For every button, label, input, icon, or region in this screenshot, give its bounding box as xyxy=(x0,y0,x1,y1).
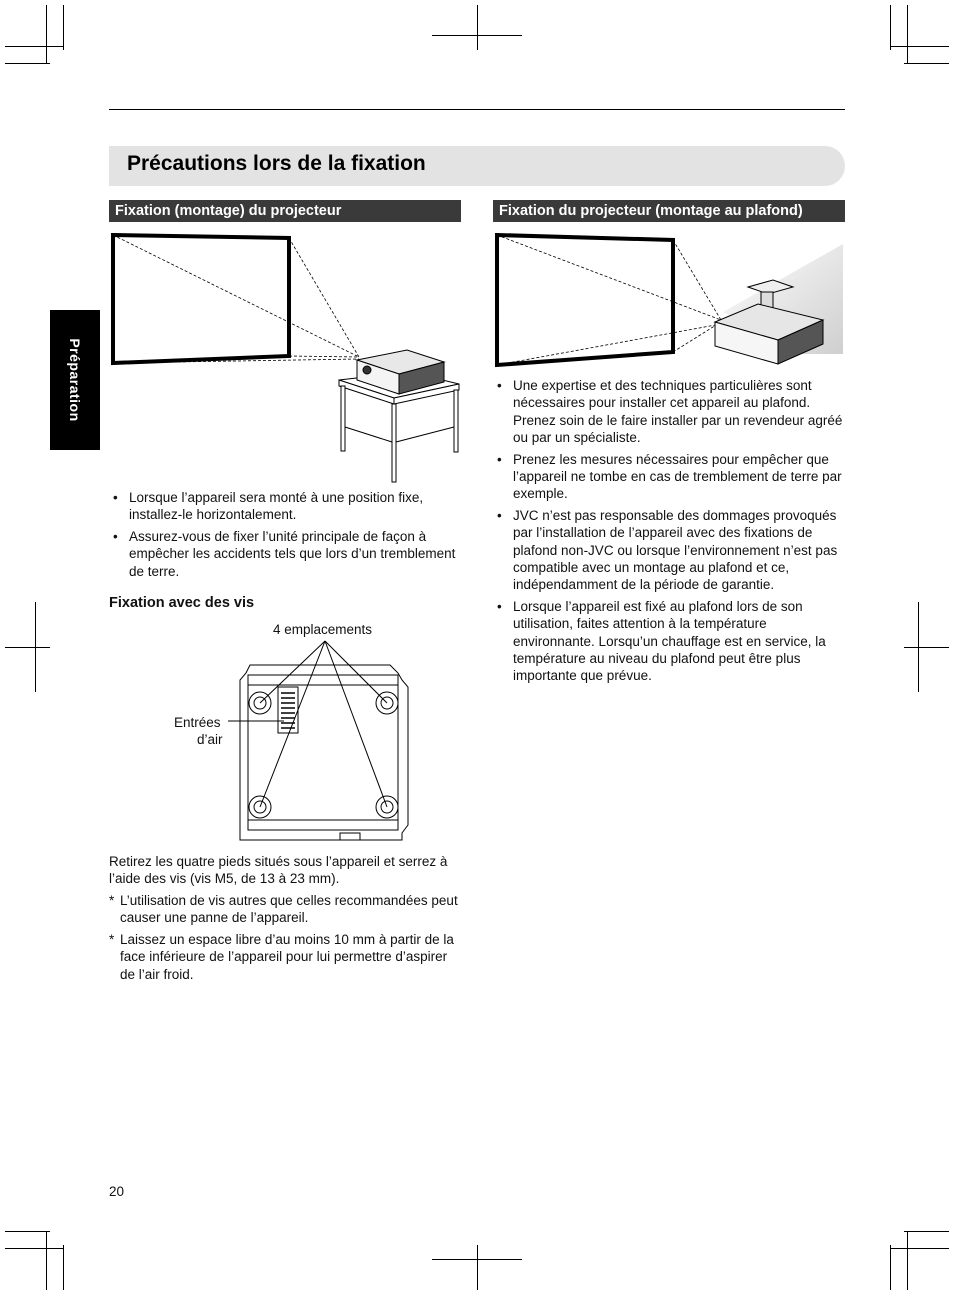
section-title-ceiling: Fixation du projecteur (montage au plafond) xyxy=(493,200,845,222)
figure-bottom-view xyxy=(220,635,420,850)
right-bullet: • Une expertise et des techniques particulières sont nécessaires pour installer cet appareil au plafond. Prenez soin de le faire installer par un revendeur agréé ou par un spécialiste. xyxy=(497,378,843,445)
left-bullets xyxy=(109,489,461,584)
right-bullet: • JVC n’est pas responsable des dommages provoqués par l’installation de l’appareil avec des fixations de plafond non-JVC ou lorsque l’environnement n’est pas compatible avec un montage au plafond et ce, indépendamment de la période de garantie. xyxy=(497,508,838,593)
figure-table-projector xyxy=(109,232,461,484)
side-tab xyxy=(50,310,100,450)
left-note: * Laissez un espace libre d’au moins 10 mm à partir de la face inférieure de l’appareil pour lui permettre d’aspirer de l’air froid. xyxy=(109,932,454,982)
page-number: 20 xyxy=(109,1184,125,1199)
left-bullet: • Assurez-vous de fixer l’unité principale de façon à empêcher les accidents tels que lors d’un tremblement de terre. xyxy=(113,529,456,579)
title-bar xyxy=(109,146,845,186)
right-bullet: • Lorsque l’appareil est fixé au plafond lors de son utilisation, faites attention à la température environnante. Lorsqu’un chauffage est en service, la température au niveau du plafond peut être plus importante que prévue. xyxy=(497,599,826,684)
page-title: Précautions lors de la fixation xyxy=(127,152,426,175)
section-title-mounting: Fixation (montage) du projecteur xyxy=(109,200,461,222)
left-bullet: • Lorsque l’appareil sera monté à une position fixe, installez-le horizontalement. xyxy=(113,490,424,523)
subheading-screws: Fixation avec des vis xyxy=(109,595,255,611)
right-bullet: • Prenez les mesures nécessaires pour empêcher que l’appareil ne tombe en cas de tremblement de terre par exemple. xyxy=(497,451,842,502)
left-notes xyxy=(109,892,465,987)
screw-paragraph: Retirez les quatre pieds situés sous l’appareil et serrez à l’aide des vis (vis M5, de 13 à 23 mm). xyxy=(109,854,448,887)
side-tab-label: Préparation xyxy=(67,338,83,422)
figure-ceiling-mount xyxy=(493,232,845,370)
label-air-inlets-2: d’air xyxy=(197,732,223,747)
header-rule xyxy=(109,109,845,110)
label-4-locations: 4 emplacements xyxy=(273,622,373,637)
right-bullets xyxy=(493,377,849,689)
label-air-inlets-1: Entrées xyxy=(174,715,221,730)
left-note: * L’utilisation de vis autres que celles recommandées peut causer une panne de l’appareil. xyxy=(109,893,458,926)
